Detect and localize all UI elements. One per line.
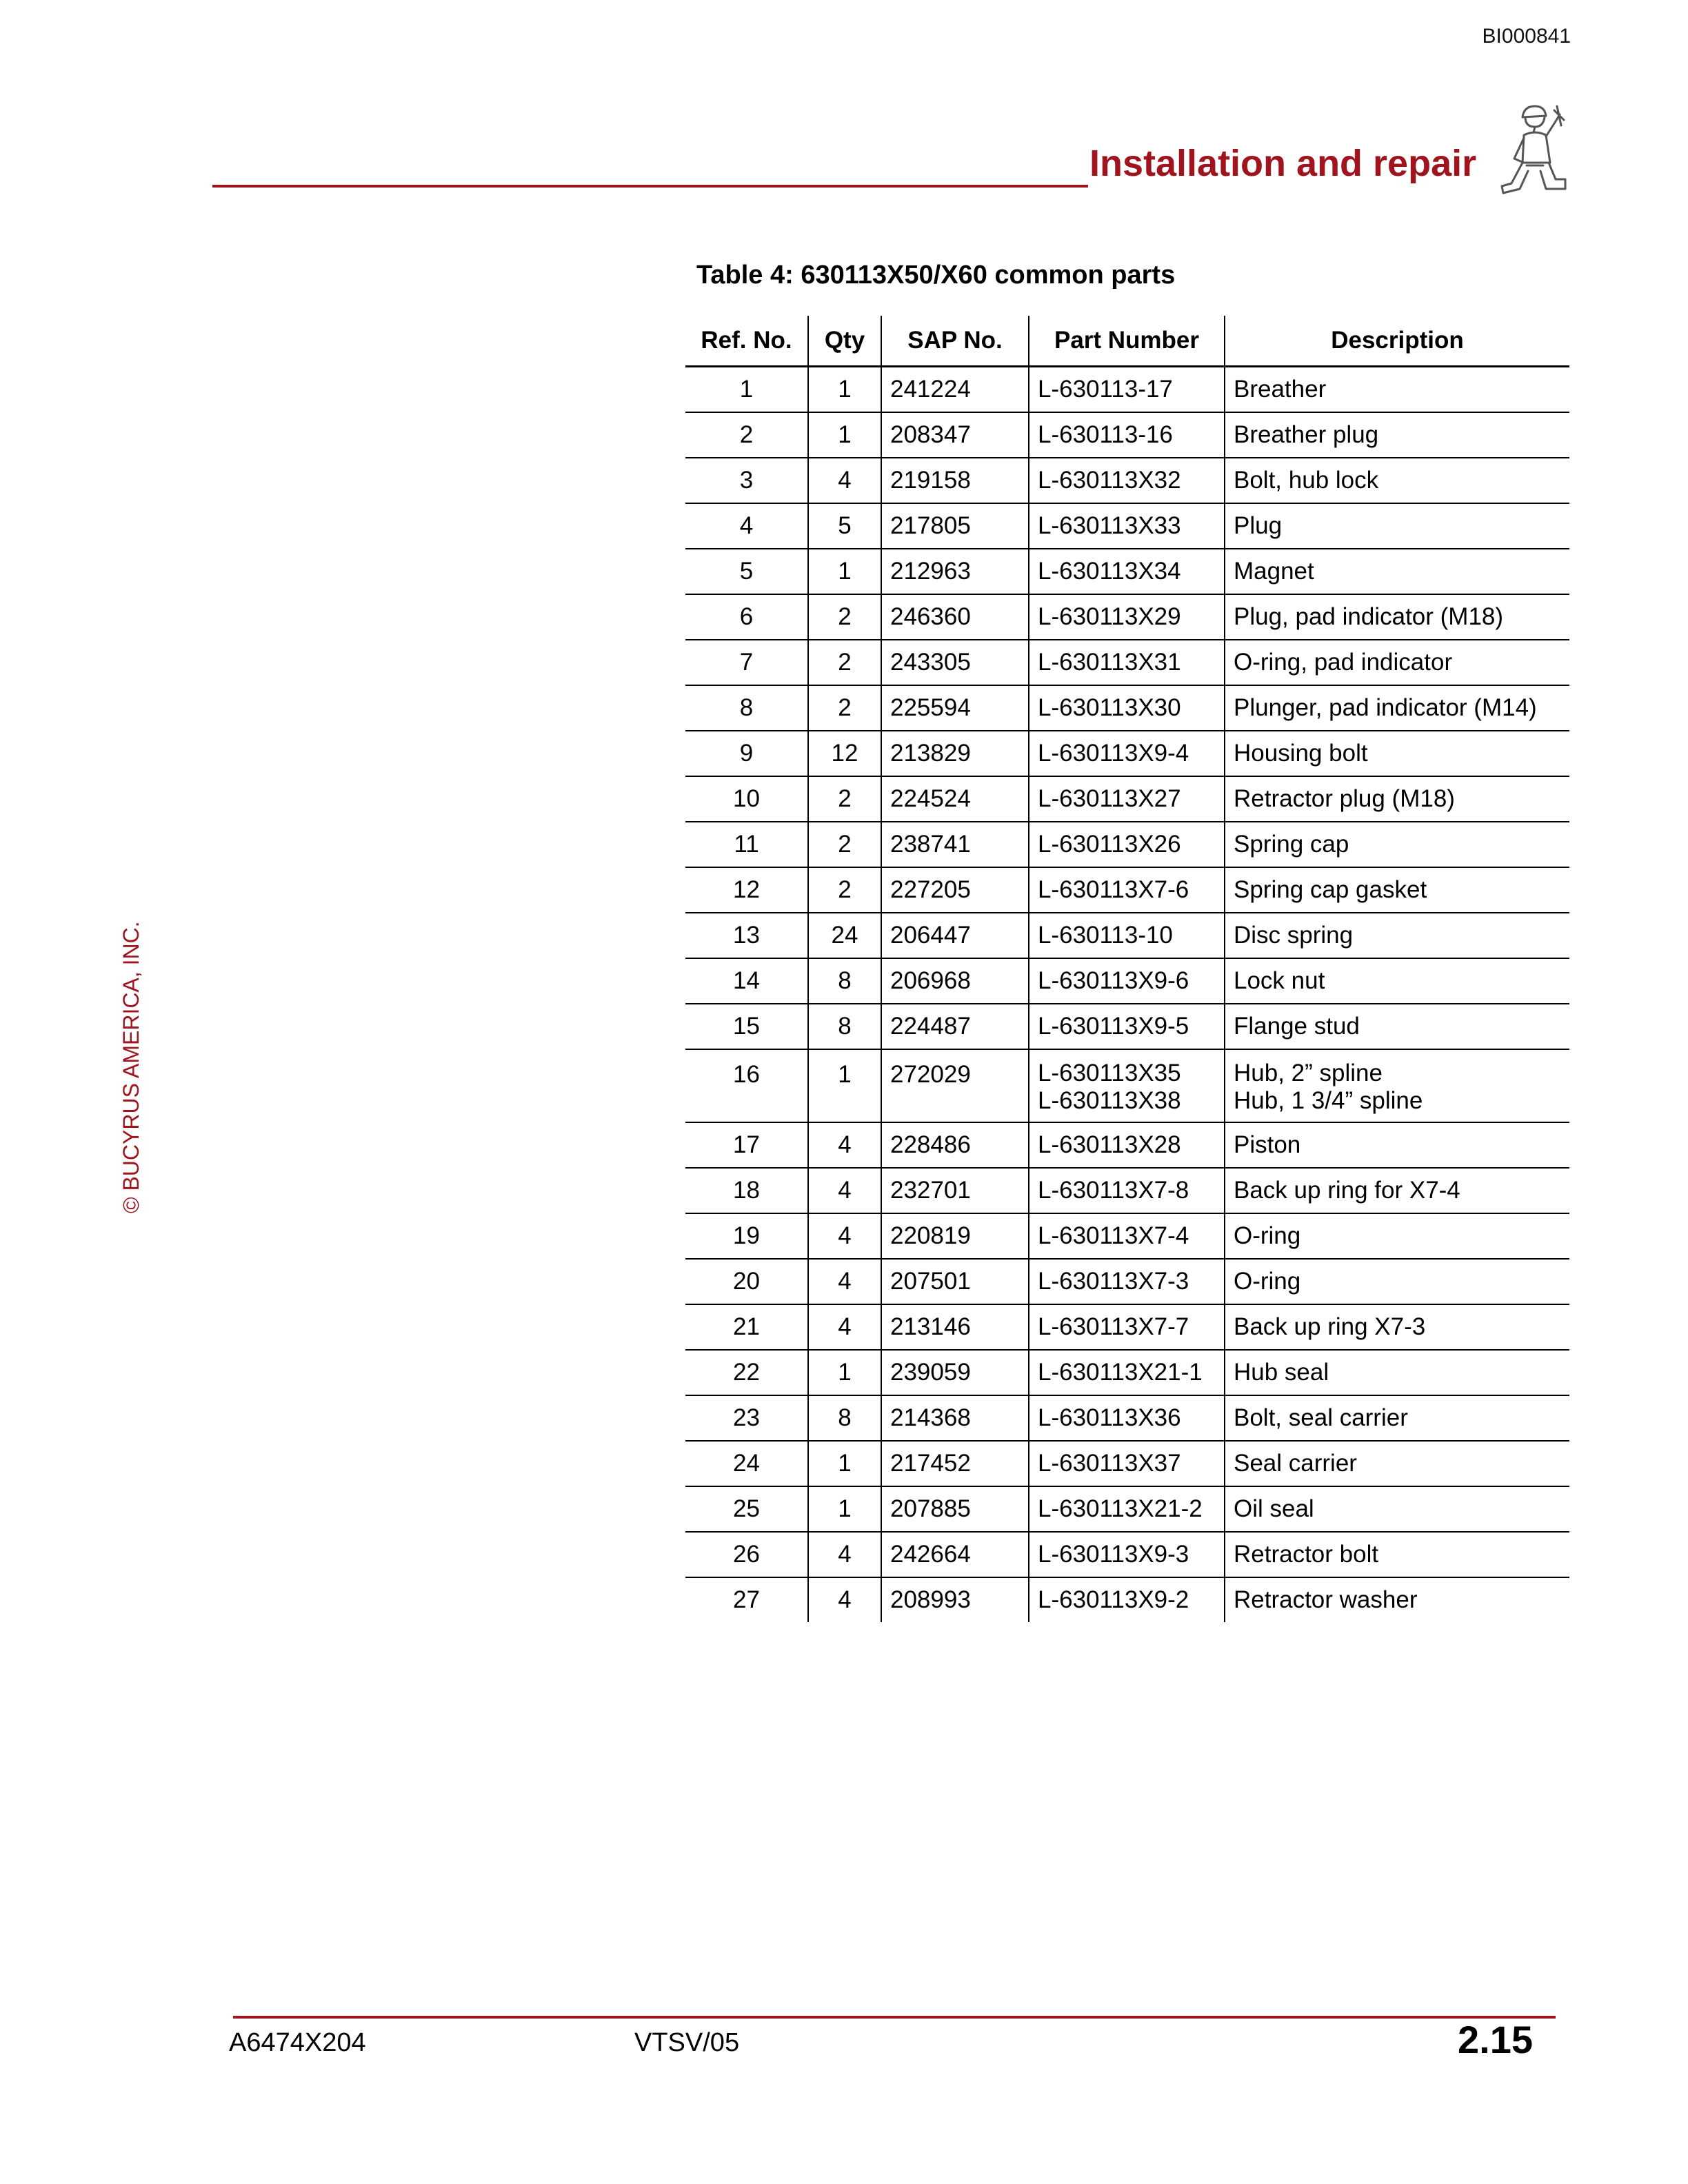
table-row: [685, 731, 1569, 776]
cell-sap-no: 207885: [881, 1486, 1029, 1532]
cell-description: [1225, 594, 1569, 640]
description-line: Hub seal: [1234, 1359, 1329, 1386]
cell-description: [1225, 1213, 1569, 1259]
description-line: O-ring, pad indicator: [1234, 649, 1453, 676]
column-header-qty: Qty: [808, 316, 881, 367]
description-line: O-ring: [1234, 1268, 1301, 1295]
description-line: Bolt, seal carrier: [1234, 1404, 1408, 1431]
cell-qty: 4: [808, 1577, 881, 1622]
cell-sap-no: 243305: [881, 640, 1029, 685]
description-line: Spring cap: [1234, 831, 1349, 858]
table-row: [685, 1350, 1569, 1395]
footer-rule: [233, 2016, 1556, 2019]
cell-ref-no: 19: [685, 1213, 808, 1259]
cell-description: [1225, 640, 1569, 685]
cell-ref-no: 22: [685, 1350, 808, 1395]
cell-ref-no: 2: [685, 412, 808, 458]
table-row: [685, 503, 1569, 549]
description-line: Retractor bolt: [1234, 1541, 1379, 1568]
cell-ref-no: 27: [733, 1586, 760, 1613]
table-row: [685, 549, 1569, 594]
cell-sap-no: 213829: [881, 731, 1029, 776]
part-number-line: L-630113X9-5: [1038, 1013, 1189, 1040]
table-row: [685, 412, 1569, 458]
part-number-line: L-630113X9-2: [1038, 1586, 1189, 1613]
cell-part-number: [1029, 1168, 1225, 1213]
cell-part-number: [1029, 1350, 1225, 1395]
table-row: [685, 776, 1569, 822]
cell-sap-no: 207501: [881, 1259, 1029, 1304]
footer-revision: VTSV/05: [634, 2028, 740, 2057]
cell-description: [1225, 913, 1569, 958]
cell-sap-no: 208347: [881, 412, 1029, 458]
cell-part-number: [1029, 958, 1225, 1004]
description-line: Seal carrier: [1234, 1450, 1357, 1477]
cell-qty: 24: [808, 913, 881, 958]
part-number-line: L-630113X34: [1038, 558, 1181, 585]
cell-ref-no: 17: [685, 1122, 808, 1168]
part-number-line: L-630113X27: [1038, 785, 1181, 812]
cell-part-number: [1029, 867, 1225, 913]
cell-qty: 8: [808, 1395, 881, 1441]
column-header-sap-no: SAP No.: [881, 316, 1029, 367]
cell-description: [1225, 867, 1569, 913]
cell-qty: 1: [808, 1486, 881, 1532]
table-row: [685, 1304, 1569, 1350]
cell-qty: 2: [808, 776, 881, 822]
description-line: Retractor washer: [1234, 1586, 1418, 1613]
description-line: Hub, 1 3/4” spline: [1234, 1087, 1423, 1114]
cell-part-number: [1029, 503, 1225, 549]
cell-part-number: [1029, 458, 1225, 503]
part-number-line: L-630113X9-4: [1038, 740, 1189, 767]
table-header-row: [685, 316, 1569, 367]
cell-ref-no: 23: [685, 1395, 808, 1441]
column-header-ref-no: Ref. No.: [685, 316, 808, 367]
section-title: Installation and repair: [1089, 143, 1477, 184]
part-number-line: L-630113X7-7: [1038, 1313, 1189, 1340]
cell-description: [1225, 958, 1569, 1004]
description-line: Plunger, pad indicator (M14): [1234, 694, 1537, 721]
cell-sap-no: 219158: [881, 458, 1029, 503]
cell-ref-no: 14: [685, 958, 808, 1004]
description-line: Hub, 2” spline: [1234, 1060, 1383, 1086]
cell-ref-no: 6: [685, 594, 808, 640]
cell-sap-no: 246360: [881, 594, 1029, 640]
table-row: [685, 1259, 1569, 1304]
part-number-line: L-630113X7-8: [1038, 1177, 1189, 1204]
part-number-line: L-630113X33: [1038, 512, 1181, 539]
table-row: [685, 640, 1569, 685]
cell-sap-no: 242664: [881, 1532, 1029, 1577]
description-line: Back up ring X7-3: [1234, 1313, 1426, 1340]
cell-ref-no: 13: [685, 913, 808, 958]
description-line: Housing bolt: [1234, 740, 1368, 767]
cell-part-number: [1029, 1049, 1225, 1122]
cell-sap-no: 239059: [881, 1350, 1029, 1395]
cell-qty: 5: [808, 503, 881, 549]
cell-description: [1225, 367, 1569, 413]
cell-description: [1225, 549, 1569, 594]
cell-qty: 1: [808, 1049, 881, 1122]
part-number-line: L-630113X30: [1038, 694, 1181, 721]
cell-part-number: [1029, 549, 1225, 594]
table-row: [685, 1486, 1569, 1532]
cell-part-number: [1029, 1122, 1225, 1168]
cell-ref-no: 11: [685, 822, 808, 867]
description-line: Breather plug: [1234, 421, 1379, 448]
table-row: [685, 1168, 1569, 1213]
cell-part-number: [1029, 1395, 1225, 1441]
cell-description: [1225, 1168, 1569, 1213]
part-number-line: L-630113X37: [1038, 1450, 1181, 1477]
table-row: [685, 594, 1569, 640]
part-number-line: L-630113X32: [1038, 467, 1181, 494]
cell-sap-no: 217452: [881, 1441, 1029, 1486]
cell-part-number: [1029, 594, 1225, 640]
cell-part-number: [1029, 685, 1225, 731]
cell-sap-no: 220819: [881, 1213, 1029, 1259]
cell-description: [1225, 1350, 1569, 1395]
cell-description: [1225, 1486, 1569, 1532]
part-number-line: L-630113-10: [1038, 922, 1173, 949]
cell-part-number: [1029, 1259, 1225, 1304]
table-row: [685, 1577, 1569, 1622]
part-number-line: L-630113X29: [1038, 603, 1181, 630]
cell-qty: 8: [808, 958, 881, 1004]
description-line: Piston: [1234, 1131, 1301, 1158]
description-line: Plug: [1234, 512, 1283, 539]
cell-qty: 1: [808, 367, 881, 413]
cell-ref-no: 21: [685, 1304, 808, 1350]
part-number-line: L-630113X21-1: [1038, 1359, 1203, 1386]
cell-sap-no: 224524: [881, 776, 1029, 822]
table-row: [685, 1395, 1569, 1441]
table-row: [685, 1004, 1569, 1049]
cell-sap-no: 225594: [881, 685, 1029, 731]
part-number-line: L-630113X7-3: [1038, 1268, 1189, 1295]
cell-ref-no: 5: [685, 549, 808, 594]
part-number-line: L-630113X26: [1038, 831, 1181, 858]
cell-ref-no: 12: [685, 867, 808, 913]
cell-sap-no: 213146: [881, 1304, 1029, 1350]
cell-description: [1225, 1259, 1569, 1304]
cell-sap-no: 208993: [881, 1577, 1029, 1622]
cell-sap-no: 206968: [881, 958, 1029, 1004]
cell-qty: 4: [808, 1168, 881, 1213]
cell-qty: 4: [808, 1259, 881, 1304]
description-line: Oil seal: [1234, 1495, 1314, 1522]
column-header-part-number: Part Number: [1029, 316, 1225, 367]
part-number-line: L-630113X31: [1038, 649, 1181, 676]
cell-ref-no: 25: [685, 1486, 808, 1532]
cell-sap-no: 224487: [881, 1004, 1029, 1049]
table-row: [685, 1441, 1569, 1486]
cell-ref-no: 3: [685, 458, 808, 503]
cell-sap-no: 212963: [881, 549, 1029, 594]
cell-description: [1225, 1122, 1569, 1168]
description-line: Disc spring: [1234, 922, 1354, 949]
cell-ref-no: 26: [685, 1532, 808, 1577]
cell-qty: 8: [808, 1004, 881, 1049]
cell-description: [1225, 1004, 1569, 1049]
description-line: Magnet: [1234, 558, 1314, 585]
cell-ref-no: 15: [685, 1004, 808, 1049]
cell-ref-no: 1: [685, 367, 808, 413]
cell-qty: 4: [808, 1213, 881, 1259]
part-number-line: L-630113-16: [1038, 421, 1173, 448]
cell-sap-no: 238741: [881, 822, 1029, 867]
cell-description: [1225, 412, 1569, 458]
cell-description: [1225, 1577, 1569, 1622]
cell-sap-no: 232701: [881, 1168, 1029, 1213]
part-number-line: L-630113X7-4: [1038, 1222, 1189, 1249]
cell-ref-no: 9: [685, 731, 808, 776]
cell-qty: 2: [808, 822, 881, 867]
description-line: Bolt, hub lock: [1234, 467, 1379, 494]
part-number-line: L-630113-17: [1038, 376, 1173, 403]
table-caption: Table 4: 630113X50/X60 common parts: [696, 261, 1176, 290]
table-row: [685, 1213, 1569, 1259]
cell-ref-no: 16: [685, 1049, 808, 1122]
document-id: BI000841: [1482, 25, 1571, 48]
part-number-line: L-630113X21-2: [1038, 1495, 1203, 1522]
cell-qty: 1: [808, 1441, 881, 1486]
cell-sap-no: 206447: [881, 913, 1029, 958]
cell-part-number: [1029, 776, 1225, 822]
part-number-line: L-630113X28: [1038, 1131, 1181, 1158]
cell-qty: 4: [808, 458, 881, 503]
parts-table: [685, 316, 1569, 1622]
cell-qty: 2: [808, 594, 881, 640]
cell-description: [1225, 1441, 1569, 1486]
cell-part-number: [1029, 1577, 1225, 1622]
parts-table-body: [685, 367, 1569, 1623]
cell-ref-no: 10: [685, 776, 808, 822]
description-line: Back up ring for X7-4: [1234, 1177, 1460, 1204]
cell-qty: 2: [808, 867, 881, 913]
part-number-line: L-630113X35: [1038, 1060, 1181, 1086]
cell-qty: 2: [808, 640, 881, 685]
cell-sap-no: 214368: [881, 1395, 1029, 1441]
cell-part-number: [1029, 367, 1225, 413]
cell-part-number: [1029, 1213, 1225, 1259]
table-row: [685, 822, 1569, 867]
description-line: O-ring: [1234, 1222, 1301, 1249]
table-row: [685, 867, 1569, 913]
part-number-line: L-630113X38: [1038, 1087, 1181, 1114]
cell-description: [1225, 503, 1569, 549]
cell-part-number: [1029, 640, 1225, 685]
cell-ref-no: 20: [685, 1259, 808, 1304]
cell-description: [1225, 776, 1569, 822]
part-number-line: L-630113X9-3: [1038, 1541, 1189, 1568]
column-header-description: Description: [1225, 316, 1569, 367]
part-number-line: L-630113X36: [1038, 1404, 1181, 1431]
cell-part-number: [1029, 913, 1225, 958]
cell-part-number: [1029, 1304, 1225, 1350]
cell-part-number: [1029, 822, 1225, 867]
cell-description: [1225, 1049, 1569, 1122]
cell-qty: 4: [808, 1122, 881, 1168]
description-line: Retractor plug (M18): [1234, 785, 1455, 812]
cell-qty: 2: [808, 685, 881, 731]
header-rule: [212, 185, 1088, 188]
table-row: [685, 958, 1569, 1004]
cell-sap-no: 227205: [881, 867, 1029, 913]
cell-part-number: [1029, 731, 1225, 776]
cell-qty: 1: [808, 1350, 881, 1395]
footer-document-number: A6474X204: [229, 2028, 366, 2057]
table-row: [685, 1122, 1569, 1168]
description-line: Spring cap gasket: [1234, 876, 1427, 903]
cell-part-number: [1029, 1441, 1225, 1486]
cell-part-number: [1029, 412, 1225, 458]
table-row: [685, 367, 1569, 413]
description-line: Plug, pad indicator (M18): [1234, 603, 1504, 630]
cell-ref-no: 8: [685, 685, 808, 731]
description-line: Flange stud: [1234, 1013, 1360, 1040]
description-line: Breather: [1234, 376, 1327, 403]
cell-description: [1225, 458, 1569, 503]
cell-description: [1225, 822, 1569, 867]
cell-qty: 1: [808, 549, 881, 594]
cell-sap-no: 241224: [881, 367, 1029, 413]
cell-ref-no: 7: [685, 640, 808, 685]
cell-sap-no: 217805: [881, 503, 1029, 549]
cell-description: [1225, 685, 1569, 731]
table-row: [685, 913, 1569, 958]
table-row: [685, 685, 1569, 731]
cell-qty: 4: [808, 1304, 881, 1350]
table-row: [685, 1049, 1569, 1122]
cell-description: [1225, 1395, 1569, 1441]
cell-part-number: [1029, 1004, 1225, 1049]
cell-description: [1225, 1532, 1569, 1577]
cell-qty: 12: [808, 731, 881, 776]
copyright-notice: © BUCYRUS AMERICA, INC.: [119, 921, 143, 1213]
cell-sap-no: 272029: [881, 1049, 1029, 1122]
cell-part-number: [1029, 1532, 1225, 1577]
cell-description: [1225, 731, 1569, 776]
cell-ref-no: 18: [685, 1168, 808, 1213]
cell-ref-no: 24: [685, 1441, 808, 1486]
cell-part-number: [1029, 1486, 1225, 1532]
cell-description: [1225, 1304, 1569, 1350]
table-row: [685, 458, 1569, 503]
cell-qty: 4: [808, 1532, 881, 1577]
part-number-line: L-630113X7-6: [1038, 876, 1189, 903]
cell-sap-no: 228486: [881, 1122, 1029, 1168]
cell-qty: 1: [808, 412, 881, 458]
page-number: 2.15: [1458, 2018, 1533, 2061]
cell-ref-no: 4: [685, 503, 808, 549]
table-row: [685, 1532, 1569, 1577]
description-line: Lock nut: [1234, 967, 1325, 994]
part-number-line: L-630113X9-6: [1038, 967, 1189, 994]
mechanic-icon: [1496, 97, 1572, 200]
